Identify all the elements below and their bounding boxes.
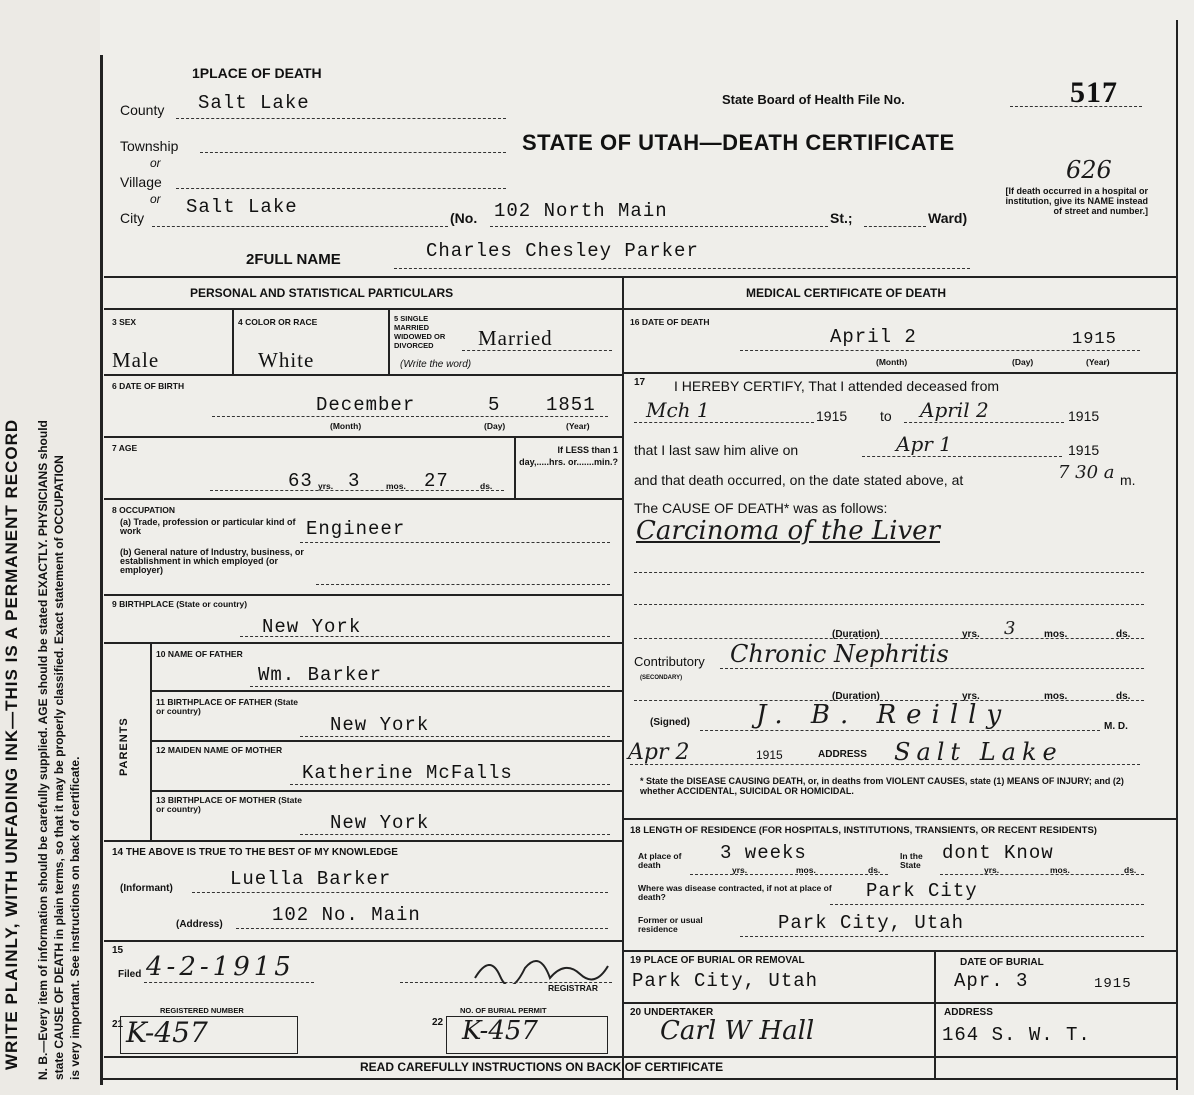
dod-year-caption: (Year) (1086, 357, 1110, 367)
filed-line (144, 982, 314, 983)
or-label-1: or (150, 156, 161, 170)
occupation-b-label: (b) General nature of Industry, business, or establishment in which employed (or employer) (120, 547, 304, 575)
row-medical-bottom (624, 818, 1176, 820)
dob-month: December (316, 394, 416, 416)
undertaker-label: 20 UNDERTAKER (630, 1007, 714, 1018)
full-name-line (394, 268, 970, 269)
street-line (490, 226, 828, 227)
attend-to: April 2 (920, 398, 989, 422)
attend-year-2: 1915 (1068, 408, 1100, 424)
dob-month-caption: (Month) (330, 421, 362, 431)
father-label: 10 NAME OF FATHER (156, 649, 243, 659)
cause-line-3 (634, 604, 1144, 605)
undertaker-address-label: ADDRESS (944, 1007, 993, 1018)
last-saw-date: Apr 1 (896, 432, 952, 456)
last-saw-label: that I last saw him alive on (634, 442, 799, 458)
row-age-bottom (104, 498, 622, 500)
row-birthplace-bottom (104, 642, 622, 644)
true-statement-label: 14 THE ABOVE IS TRUE TO THE BEST OF MY KNOWLEDGE (112, 847, 398, 858)
undertaker-address-value: 164 S. W. T. (942, 1024, 1091, 1046)
certificate-title: STATE OF UTAH—DEATH CERTIFICATE (522, 130, 955, 155)
footer-instructions: READ CAREFULLY INSTRUCTIONS ON BACK OF CERTIFICATE (360, 1060, 724, 1074)
place-of-death-label: 1PLACE OF DEATH (192, 65, 322, 81)
outer-border-left (100, 55, 103, 1085)
filed-value: 4-2-1915 (146, 952, 295, 982)
sign-address-line (630, 764, 1140, 765)
attend-to-label: to (880, 408, 892, 424)
birthplace-value: New York (262, 616, 362, 638)
father-birthplace-value: New York (330, 714, 430, 736)
occupation-label: 8 OCCUPATION (112, 505, 175, 515)
occupation-b-line (316, 584, 610, 585)
in-state-line (940, 874, 1144, 875)
sign-address-label: ADDRESS (818, 749, 867, 760)
contributory-sub: (SECONDARY) (640, 675, 683, 681)
age-line (210, 490, 504, 491)
former-residence-label: Former or usual residence (638, 915, 703, 934)
row-dob-bottom (104, 436, 622, 438)
in-state-ds: ds. (1124, 865, 1137, 875)
duration-ds: ds. (1116, 629, 1131, 640)
row-father-bp-bottom (150, 740, 622, 742)
full-name-label: 2FULL NAME (246, 251, 341, 268)
dob-day-caption: (Day) (484, 421, 506, 431)
city-line (152, 226, 448, 227)
sign-date: Apr 2 (628, 740, 690, 765)
burial-date-value: Apr. 3 (954, 970, 1029, 992)
burial-permit-label: NO. OF BURIAL PERMIT (460, 1006, 547, 1015)
row-residence-bottom (624, 950, 1176, 952)
at-place-yrs: yrs. (732, 865, 748, 875)
age-label: 7 AGE (112, 443, 138, 453)
num-17: 17 (634, 377, 646, 388)
row-burial-bottom (624, 1002, 1176, 1004)
registered-number-value: K-457 (126, 1016, 208, 1049)
outer-border-right (1176, 20, 1178, 1090)
county-value: Salt Lake (198, 92, 310, 114)
burial-year-value: 1915 (1094, 976, 1132, 992)
extra-file-no: 626 (1066, 156, 1112, 184)
physician-signature: J. B. Reilly (756, 700, 1012, 730)
file-no-label: State Board of Health File No. (722, 92, 905, 107)
duration-yrs: yrs. (962, 629, 980, 640)
personal-heading-rule (104, 308, 622, 310)
birthplace-line (240, 636, 610, 637)
age-years: 63 (288, 470, 313, 492)
death-occurred-label: and that death occurred, on the date stated above, at (634, 472, 964, 488)
informant-address-value: 102 No. Main (272, 904, 421, 926)
dob-year: 1851 (546, 394, 596, 416)
contributory-label: Contributory (634, 654, 705, 669)
duration-mos: mos. (1044, 629, 1068, 640)
institution-instruction: [If death occurred in a hospital or institution, give its NAME instead of street and number.] (1005, 186, 1148, 216)
county-label: County (120, 102, 165, 118)
father-birthplace-line (300, 736, 610, 737)
dob-day: 5 (488, 394, 501, 416)
mother-birthplace-label: 13 BIRTHPLACE OF MOTHER (State or country) (156, 795, 302, 814)
attend-from: Mch 1 (646, 398, 710, 422)
registrar-label: REGISTRAR (548, 983, 599, 993)
cause-value: Carcinoma of the Liver (636, 516, 940, 546)
dod-line (740, 350, 1140, 351)
city-label: City (120, 210, 145, 226)
full-name-value: Charles Chesley Parker (426, 240, 699, 262)
ward-line (864, 226, 926, 227)
attend-year-1: 1915 (816, 408, 848, 424)
signed-line (700, 730, 1100, 731)
color-value: White (258, 348, 315, 372)
attend-to-line (904, 422, 1064, 423)
mother-birthplace-line (300, 834, 610, 835)
sex-label: 3 SEX (112, 317, 137, 327)
medical-heading-rule (624, 308, 1176, 310)
certify-text: I HEREBY CERTIFY, That I attended deceased from (674, 378, 1000, 394)
county-line (176, 118, 506, 119)
cause-footnote: * State the DISEASE CAUSING DEATH, or, in deaths from VIOLENT CAUSES, state (1) MEANS OF INJURY; and (2) whether ACCIDENTAL, SUICIDAL OR HOMICIDAL. (640, 776, 1124, 796)
contracted-label: Where was disease contracted, if not at place of death? (638, 883, 832, 902)
filed-label: Filed (118, 969, 142, 980)
color-label: 4 COLOR OR RACE (238, 317, 318, 327)
father-line (250, 686, 610, 687)
marital-write-note: (Write the word) (400, 359, 472, 370)
signed-label: (Signed) (650, 717, 690, 728)
dob-year-caption: (Year) (566, 421, 590, 431)
sign-year: 1915 (756, 748, 783, 762)
file-no-value: 517 (1070, 76, 1118, 109)
burial-place-label: 19 PLACE OF BURIAL OR REMOVAL (630, 955, 805, 966)
outer-border-bottom (100, 1078, 1178, 1080)
side-note-line2: state CAUSE OF DEATH in plain terms, so that it may be properly classified. Exact statement of OCCUPATION (52, 455, 66, 1080)
informant-label: (Informant) (120, 883, 173, 894)
marital-line (462, 350, 612, 351)
dod-day-caption: (Day) (1012, 357, 1034, 367)
row-undertaker-bottom (104, 1056, 1176, 1058)
dob-line (212, 416, 608, 417)
duration-line (634, 638, 1144, 639)
num-22: 22 (432, 1017, 444, 1028)
burial-date-label: DATE OF BURIAL (960, 957, 1044, 968)
at-place-ds: ds. (868, 865, 881, 875)
color-divider (388, 310, 390, 374)
in-state-yrs: yrs. (984, 865, 1000, 875)
contributory-duration-label: (Duration) (832, 691, 880, 702)
occupation-value: Engineer (306, 518, 406, 540)
at-place-line (690, 874, 888, 875)
last-saw-year: 1915 (1068, 442, 1100, 458)
village-label: Village (120, 174, 162, 190)
contributory-duration-ds: ds. (1116, 691, 1131, 702)
burial-permit-value: K-457 (462, 1016, 538, 1046)
mother-label: 12 MAIDEN NAME OF MOTHER (156, 745, 283, 755)
township-line (200, 152, 506, 153)
in-state-label: In the State (900, 851, 923, 870)
sex-value: Male (112, 348, 160, 372)
age-mos-unit: mos. (386, 481, 406, 491)
registrar-line (400, 982, 612, 983)
row-informant-bottom (104, 940, 622, 942)
sign-address: Salt Lake (894, 738, 1063, 766)
parents-divider (150, 644, 152, 840)
cause-label: The CAUSE OF DEATH* was as follows: (634, 500, 888, 516)
street-value: 102 North Main (494, 200, 668, 222)
death-time: 7 30 a (1058, 462, 1115, 483)
personal-heading: PERSONAL AND STATISTICAL PARTICULARS (190, 286, 454, 300)
age-ds-unit: ds. (480, 481, 493, 491)
attend-from-line (634, 422, 814, 423)
dod-year: 1915 (1072, 330, 1117, 349)
sex-divider (232, 310, 234, 374)
cause-line-2 (634, 572, 1144, 573)
side-permanent-record: WRITE PLAINLY, WITH UNFADING INK—THIS IS A PERMANENT RECORD (2, 418, 21, 1070)
num-21: 21 (112, 1019, 124, 1030)
dod-month-caption: (Month) (876, 357, 908, 367)
birthplace-label: 9 BIRTHPLACE (State or country) (112, 599, 248, 609)
age-days: 27 (424, 470, 449, 492)
death-time-m: m. (1120, 472, 1136, 488)
age-months: 3 (348, 470, 361, 492)
grid-middle (622, 278, 624, 1078)
father-value: Wm. Barker (258, 664, 383, 686)
row-sex-bottom (104, 374, 622, 376)
age-yrs-unit: yrs. (318, 481, 334, 491)
duration-mos-value: 3 (1004, 618, 1016, 639)
contracted-line (830, 904, 1144, 905)
burial-place-value: Park City, Utah (632, 970, 819, 992)
registrar-signature-scrawl (470, 948, 610, 984)
undertaker-signature: Carl W Hall (660, 1016, 815, 1046)
dod-value: April 2 (830, 326, 917, 348)
township-label: Township (120, 138, 179, 154)
former-residence-line (740, 936, 1144, 937)
contributory-value: Chronic Nephritis (730, 640, 949, 668)
mother-birthplace-value: New York (330, 812, 430, 834)
occupation-a-label: (a) Trade, profession or particular kind of work (120, 517, 296, 536)
informant-line (192, 892, 608, 893)
grid-top (104, 276, 1176, 278)
former-residence-value: Park City, Utah (778, 912, 965, 934)
side-note-line1: N. B.—Every item of information should be carefully supplied. AGE should be stated EXACTLY. PHYSICIANS should (36, 420, 50, 1080)
or-label-2: or (150, 192, 161, 206)
contributory-duration-yrs: yrs. (962, 691, 980, 702)
filed-number: 15 (112, 945, 124, 956)
age-divider (514, 438, 516, 498)
burial-divider (934, 952, 936, 1078)
residence-label: 18 LENGTH OF RESIDENCE (FOR HOSPITALS, INSTITUTIONS, TRANSIENTS, OR RECENT RESIDENTS) (630, 825, 1097, 836)
mother-line (290, 784, 610, 785)
dod-label: 16 DATE OF DEATH (630, 317, 710, 327)
ward-label: Ward) (928, 210, 968, 226)
village-line (176, 188, 506, 189)
informant-address-line (236, 928, 608, 929)
duration-label: (Duration) (832, 629, 880, 640)
row-mother-bottom (150, 790, 622, 792)
street-no-label: (No. (450, 210, 478, 226)
side-note-line3: is very important. See instructions on back of certificate. (68, 756, 82, 1080)
medical-heading: MEDICAL CERTIFICATE OF DEATH (746, 286, 946, 300)
registered-number-label: REGISTERED NUMBER (160, 1006, 244, 1015)
contributory-duration-mos: mos. (1044, 691, 1068, 702)
parents-label: PARENTS (118, 717, 130, 776)
contributory-line (720, 668, 1144, 669)
street-st-label: St.; (830, 210, 853, 226)
last-saw-line (862, 456, 1062, 457)
less-than-day: If LESS than 1 day,.....hrs. or.......min.? (519, 445, 618, 467)
row-dod-bottom (624, 372, 1176, 374)
father-birthplace-label: 11 BIRTHPLACE OF FATHER (State or country) (156, 697, 298, 716)
row-father-bottom (150, 690, 622, 692)
at-place-label: At place of death (638, 851, 682, 870)
city-value: Salt Lake (186, 196, 298, 218)
informant-value: Luella Barker (230, 868, 392, 890)
at-place-mos: mos. (796, 865, 816, 875)
contracted-value: Park City (866, 880, 978, 902)
informant-address-label: (Address) (176, 919, 223, 930)
registrar-signature (470, 948, 610, 984)
mother-value: Katherine McFalls (302, 762, 513, 784)
row-mother-bp-bottom (104, 840, 622, 842)
marital-label: 5 SINGLE MARRIED WIDOWED OR DIVORCED (394, 314, 446, 350)
at-place-value: 3 weeks (720, 842, 807, 864)
marital-value: Married (478, 326, 553, 350)
in-state-mos: mos. (1050, 865, 1070, 875)
in-state-value: dont Know (942, 842, 1054, 864)
dob-label: 6 DATE OF BIRTH (112, 381, 185, 391)
row-occupation-bottom (104, 594, 622, 596)
occupation-line (300, 542, 610, 543)
md-label: M. D. (1104, 721, 1128, 732)
